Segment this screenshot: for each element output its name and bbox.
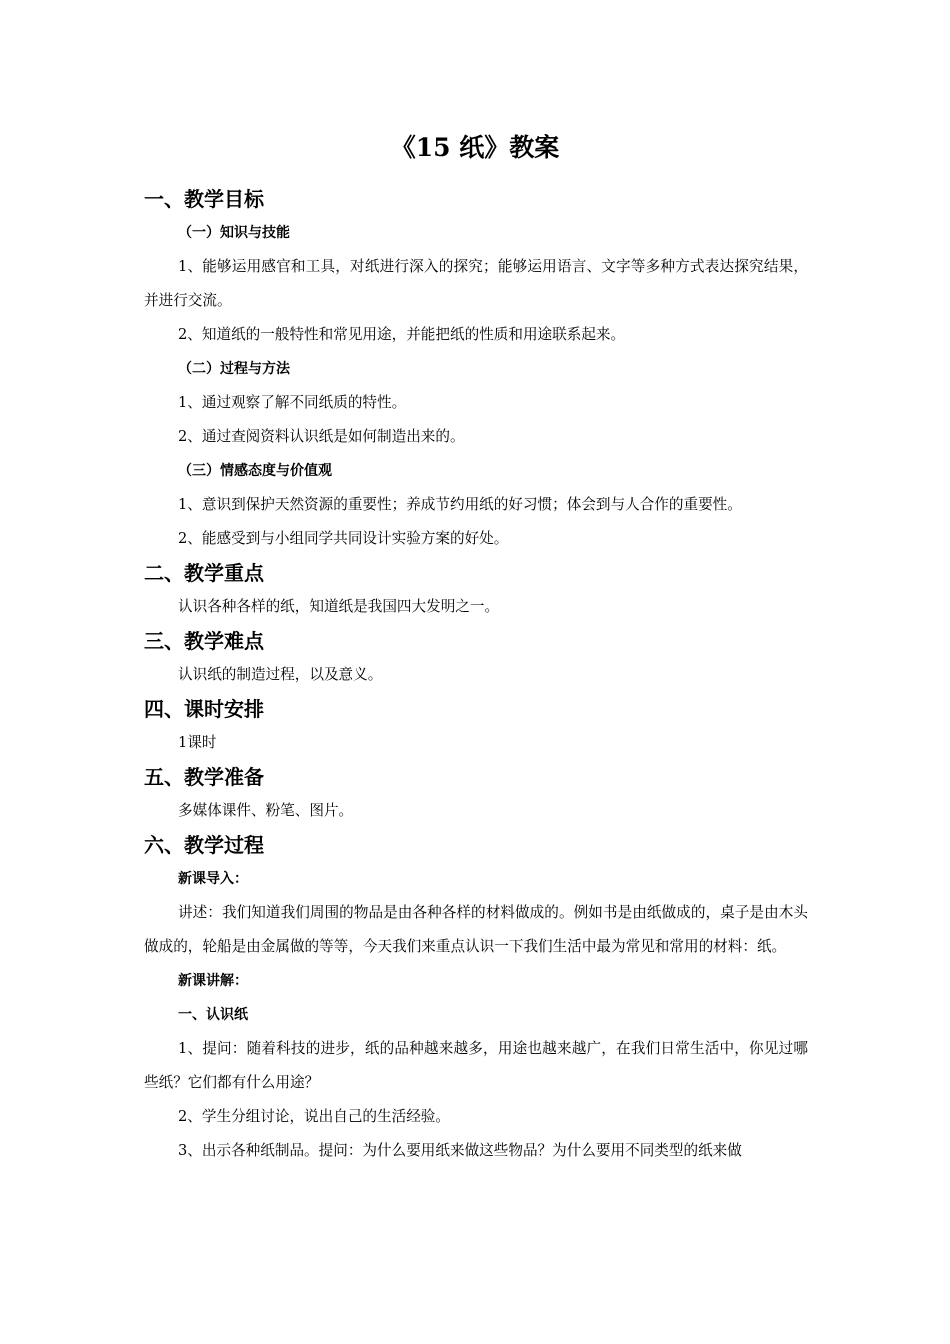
- section-heading-difficulties: 三、教学难点: [144, 629, 264, 653]
- paragraph: 多媒体课件、粉笔、图片。: [178, 802, 354, 819]
- paragraph: 1、能够运用感官和工具，对纸进行深入的探究；能够运用语言、文字等多种方式表达探究结果，并进行交流。: [144, 258, 808, 309]
- section-heading-objectives: 一、教学目标: [144, 187, 264, 211]
- paragraph: 认识纸的制造过程，以及意义。: [178, 666, 383, 683]
- subheading-emotions-values: （三）情感态度与价值观: [178, 463, 332, 479]
- paragraph: 1、通过观察了解不同纸质的特性。: [178, 394, 407, 411]
- subheading-process-methods: （二）过程与方法: [178, 361, 290, 377]
- paragraph: 讲述：我们知道我们周围的物品是由各种各样的材料做成的。例如书是由纸做成的，桌子是由木头做成的，轮船是由金属做的等等，今天我们来重点认识一下我们生活中最为常见和常用的材料：纸。: [144, 904, 808, 955]
- section-heading-schedule: 四、课时安排: [144, 697, 264, 721]
- subheading-part1: 一、认识纸: [178, 1007, 248, 1023]
- paragraph: 2、知道纸的一般特性和常见用途，并能把纸的性质和用途联系起来。: [178, 326, 626, 343]
- section-heading-key-points: 二、教学重点: [144, 561, 264, 585]
- paragraph: 1、提问：随着科技的进步，纸的品种越来越多，用途也越来越广，在我们日常生活中，你见过哪些纸？它们都有什么用途？: [144, 1040, 808, 1091]
- section-heading-process: 六、教学过程: [144, 833, 264, 857]
- paragraph: 1课时: [178, 734, 217, 751]
- paragraph: 认识各种各样的纸，知道纸是我国四大发明之一。: [178, 598, 500, 615]
- subheading-knowledge-skills: （一）知识与技能: [178, 225, 290, 241]
- section-heading-preparation: 五、教学准备: [144, 765, 264, 789]
- paragraph: 2、通过查阅资料认识纸是如何制造出来的。: [178, 428, 465, 445]
- paragraph: 2、学生分组讨论，说出自己的生活经验。: [178, 1108, 450, 1125]
- document-title: 《15 纸》教案: [390, 133, 560, 162]
- paragraph: 2、能感受到与小组同学共同设计实验方案的好处。: [178, 530, 509, 547]
- subheading-intro: 新课导入：: [178, 871, 248, 887]
- subheading-lesson: 新课讲解：: [178, 973, 248, 989]
- paragraph: 1、意识到保护天然资源的重要性；养成节约用纸的好习惯；体会到与人合作的重要性。: [178, 496, 742, 513]
- document-body: [144, 182, 808, 1168]
- paragraph: 3、出示各种纸制品。提问：为什么要用纸来做这些物品？为什么要用不同类型的纸来做: [178, 1142, 742, 1159]
